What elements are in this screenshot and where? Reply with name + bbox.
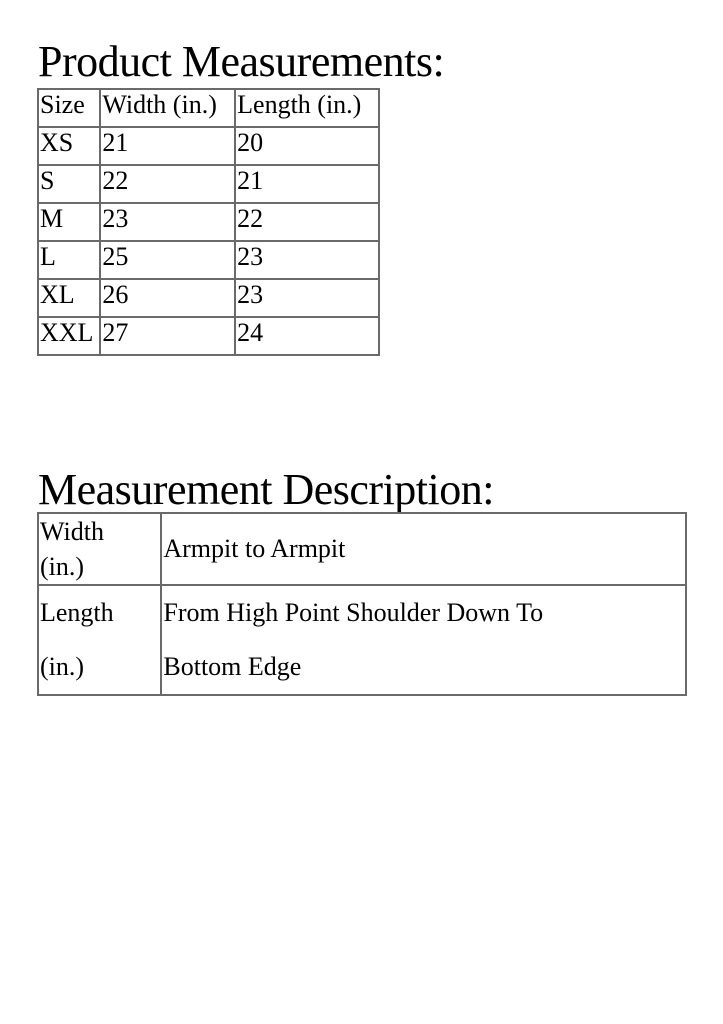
product-measurements-heading: Product Measurements: bbox=[38, 37, 445, 86]
width-cell: 27 bbox=[100, 317, 235, 355]
width-cell: 23 bbox=[100, 203, 235, 241]
table-row bbox=[38, 203, 379, 241]
description-wrapper bbox=[163, 514, 685, 584]
length-cell: 21 bbox=[235, 165, 379, 203]
length-cell: 20 bbox=[235, 127, 379, 165]
measurement-description-heading: Measurement Description: bbox=[38, 465, 494, 514]
width-cell: 21 bbox=[100, 127, 235, 165]
table-row bbox=[38, 513, 686, 585]
table-row bbox=[38, 279, 379, 317]
size-cell: S bbox=[38, 165, 100, 203]
length-cell: 24 bbox=[235, 317, 379, 355]
description-text: From High Point Shoulder Down To Bottom Edge bbox=[163, 598, 544, 681]
table-row bbox=[38, 165, 379, 203]
table-row bbox=[38, 241, 379, 279]
table-row bbox=[38, 585, 686, 695]
size-measurements-table bbox=[37, 88, 380, 356]
header-cell-width: Width (in.) bbox=[100, 89, 235, 127]
header-cell-size: Size bbox=[38, 89, 100, 127]
table-row bbox=[38, 317, 379, 355]
width-cell: 26 bbox=[100, 279, 235, 317]
description-cell bbox=[161, 585, 686, 695]
term-cell bbox=[38, 585, 161, 695]
length-cell: 23 bbox=[235, 279, 379, 317]
term-cell bbox=[38, 513, 161, 585]
header-cell-length: Length (in.) bbox=[235, 89, 379, 127]
size-cell: L bbox=[38, 241, 100, 279]
width-cell: 25 bbox=[100, 241, 235, 279]
size-cell: XS bbox=[38, 127, 100, 165]
measurement-description-table bbox=[37, 512, 687, 696]
size-cell: XXL bbox=[38, 317, 100, 355]
size-cell: XL bbox=[38, 279, 100, 317]
description-text: Armpit to Armpit bbox=[163, 534, 346, 564]
length-cell: 22 bbox=[235, 203, 379, 241]
table-header-row bbox=[38, 89, 379, 127]
length-cell: 23 bbox=[235, 241, 379, 279]
term-label: Width (in.) bbox=[40, 517, 104, 581]
width-cell: 22 bbox=[100, 165, 235, 203]
table-row bbox=[38, 127, 379, 165]
size-cell: M bbox=[38, 203, 100, 241]
term-label: Length (in.) bbox=[40, 598, 114, 681]
description-cell bbox=[161, 513, 686, 585]
